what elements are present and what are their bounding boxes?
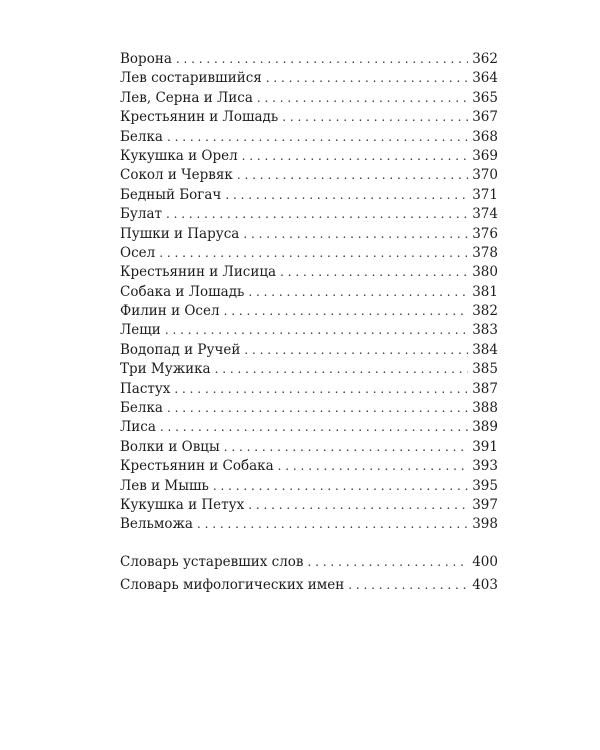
toc-entry-page: 398 bbox=[472, 516, 498, 533]
toc-entries bbox=[120, 50, 498, 535]
dot-leader bbox=[248, 283, 468, 302]
toc-entry bbox=[120, 186, 498, 205]
toc-entry-page: 365 bbox=[472, 89, 498, 106]
toc-entry-title: Сокол и Червяк bbox=[120, 167, 233, 184]
dot-leader bbox=[278, 457, 468, 476]
toc-entry-page: 400 bbox=[472, 553, 498, 570]
toc-entry-title: Булат bbox=[120, 206, 162, 223]
dot-leader bbox=[308, 551, 468, 574]
dot-leader bbox=[224, 438, 468, 457]
toc-entry-title: Водопад и Ручей bbox=[120, 341, 241, 358]
toc-entry-title: Волки и Овцы bbox=[120, 438, 220, 455]
dot-leader bbox=[282, 108, 468, 127]
toc-entry bbox=[120, 360, 498, 379]
toc-entry-page: 391 bbox=[472, 438, 498, 455]
toc-entry-page: 385 bbox=[472, 361, 498, 378]
toc-entry-title: Пушки и Паруса bbox=[120, 225, 240, 242]
toc-entry-title: Белка bbox=[120, 128, 163, 145]
toc-entry-page: 381 bbox=[472, 283, 498, 300]
dot-leader bbox=[242, 147, 468, 166]
dot-leader bbox=[167, 128, 468, 147]
toc-entry bbox=[120, 128, 498, 147]
toc-entry-title: Кукушка и Петух bbox=[120, 496, 245, 513]
toc-entry-title: Лев и Мышь bbox=[120, 477, 209, 494]
toc-entry bbox=[120, 515, 498, 534]
toc-entry bbox=[120, 263, 498, 282]
toc-entry-page: 369 bbox=[472, 147, 498, 164]
toc-entry bbox=[120, 380, 498, 399]
toc-entry bbox=[120, 69, 498, 88]
toc-entry-page: 364 bbox=[472, 70, 498, 87]
toc-entry bbox=[120, 89, 498, 108]
toc-entry-page: 378 bbox=[472, 244, 498, 261]
toc-entry-title: Словарь устаревших слов bbox=[120, 553, 304, 570]
toc-entry-title: Пастух bbox=[120, 380, 171, 397]
toc-entry-page: 389 bbox=[472, 419, 498, 436]
toc-entry-title: Лещи bbox=[120, 322, 161, 339]
dot-leader bbox=[213, 477, 468, 496]
toc-entry-title: Кукушка и Орел bbox=[120, 147, 238, 164]
toc-entry bbox=[120, 399, 498, 418]
toc-entry-page: 397 bbox=[472, 496, 498, 513]
toc-entry-page: 403 bbox=[472, 576, 498, 593]
dot-leader bbox=[225, 186, 468, 205]
toc-entry bbox=[120, 302, 498, 321]
toc-entry-title: Лиса bbox=[120, 419, 156, 436]
toc-entry-title: Лев состарившийся bbox=[120, 70, 262, 87]
toc-entry-page: 370 bbox=[472, 167, 498, 184]
toc-entry bbox=[120, 418, 498, 437]
toc-entry-page: 374 bbox=[472, 206, 498, 223]
toc-entry bbox=[120, 574, 498, 597]
toc-entry bbox=[120, 341, 498, 360]
toc-entry-title: Лев, Серна и Лиса bbox=[120, 89, 253, 106]
toc-entry-title: Ворона bbox=[120, 51, 172, 67]
toc-entry-title: Бедный Богач bbox=[120, 186, 222, 203]
toc-entry-page: 388 bbox=[472, 400, 498, 417]
toc-entry-page: 387 bbox=[472, 380, 498, 397]
dot-leader bbox=[159, 244, 468, 263]
toc-entry bbox=[120, 551, 498, 574]
toc-entry-title: Крестьянин и Собака bbox=[120, 458, 274, 475]
dot-leader bbox=[176, 50, 468, 69]
dot-leader bbox=[160, 418, 468, 437]
toc-entry-title: Собака и Лошадь bbox=[120, 283, 245, 300]
dot-leader bbox=[244, 341, 468, 360]
toc-entry-title: Крестьянин и Лошадь bbox=[120, 109, 279, 126]
toc-entry bbox=[120, 438, 498, 457]
dot-leader bbox=[348, 574, 468, 597]
toc-entry bbox=[120, 244, 498, 263]
dot-leader bbox=[266, 69, 468, 88]
toc-entry-title: Вельможа bbox=[120, 516, 193, 533]
toc-appendix bbox=[120, 551, 498, 597]
toc-entry-title: Осел bbox=[120, 244, 156, 261]
toc-entry-page: 384 bbox=[472, 341, 498, 358]
toc-entry bbox=[120, 50, 498, 69]
toc-entry-title: Три Мужика bbox=[120, 361, 211, 378]
table-of-contents bbox=[120, 50, 498, 597]
toc-entry-page: 395 bbox=[472, 477, 498, 494]
toc-entry bbox=[120, 457, 498, 476]
toc-entry-page: 383 bbox=[472, 322, 498, 339]
toc-entry-page: 371 bbox=[472, 186, 498, 203]
section-gap bbox=[120, 535, 498, 551]
toc-entry bbox=[120, 166, 498, 185]
dot-leader bbox=[243, 225, 468, 244]
dot-leader bbox=[280, 263, 468, 282]
toc-entry-title: Белка bbox=[120, 400, 163, 417]
toc-entry bbox=[120, 108, 498, 127]
toc-entry bbox=[120, 321, 498, 340]
toc-entry bbox=[120, 477, 498, 496]
dot-leader bbox=[257, 89, 468, 108]
toc-entry-title: Филин и Осел bbox=[120, 303, 220, 320]
toc-entry-page: 362 bbox=[472, 51, 498, 67]
dot-leader bbox=[248, 496, 468, 515]
toc-entry bbox=[120, 283, 498, 302]
toc-entry bbox=[120, 147, 498, 166]
dot-leader bbox=[166, 205, 468, 224]
toc-entry bbox=[120, 205, 498, 224]
dot-leader bbox=[174, 380, 468, 399]
toc-entry bbox=[120, 496, 498, 515]
toc-entry-page: 382 bbox=[472, 303, 498, 320]
toc-entry-page: 376 bbox=[472, 225, 498, 242]
toc-entry-page: 380 bbox=[472, 264, 498, 281]
dot-leader bbox=[215, 360, 468, 379]
toc-entry-title: Словарь мифологических имен bbox=[120, 576, 345, 593]
toc-entry-title: Крестьянин и Лисица bbox=[120, 264, 277, 281]
dot-leader bbox=[224, 302, 468, 321]
toc-entry-page: 393 bbox=[472, 458, 498, 475]
dot-leader bbox=[197, 515, 468, 534]
dot-leader bbox=[237, 166, 468, 185]
dot-leader bbox=[165, 321, 468, 340]
dot-leader bbox=[167, 399, 468, 418]
toc-entry-page: 368 bbox=[472, 128, 498, 145]
toc-entry-page: 367 bbox=[472, 109, 498, 126]
toc-entry bbox=[120, 225, 498, 244]
